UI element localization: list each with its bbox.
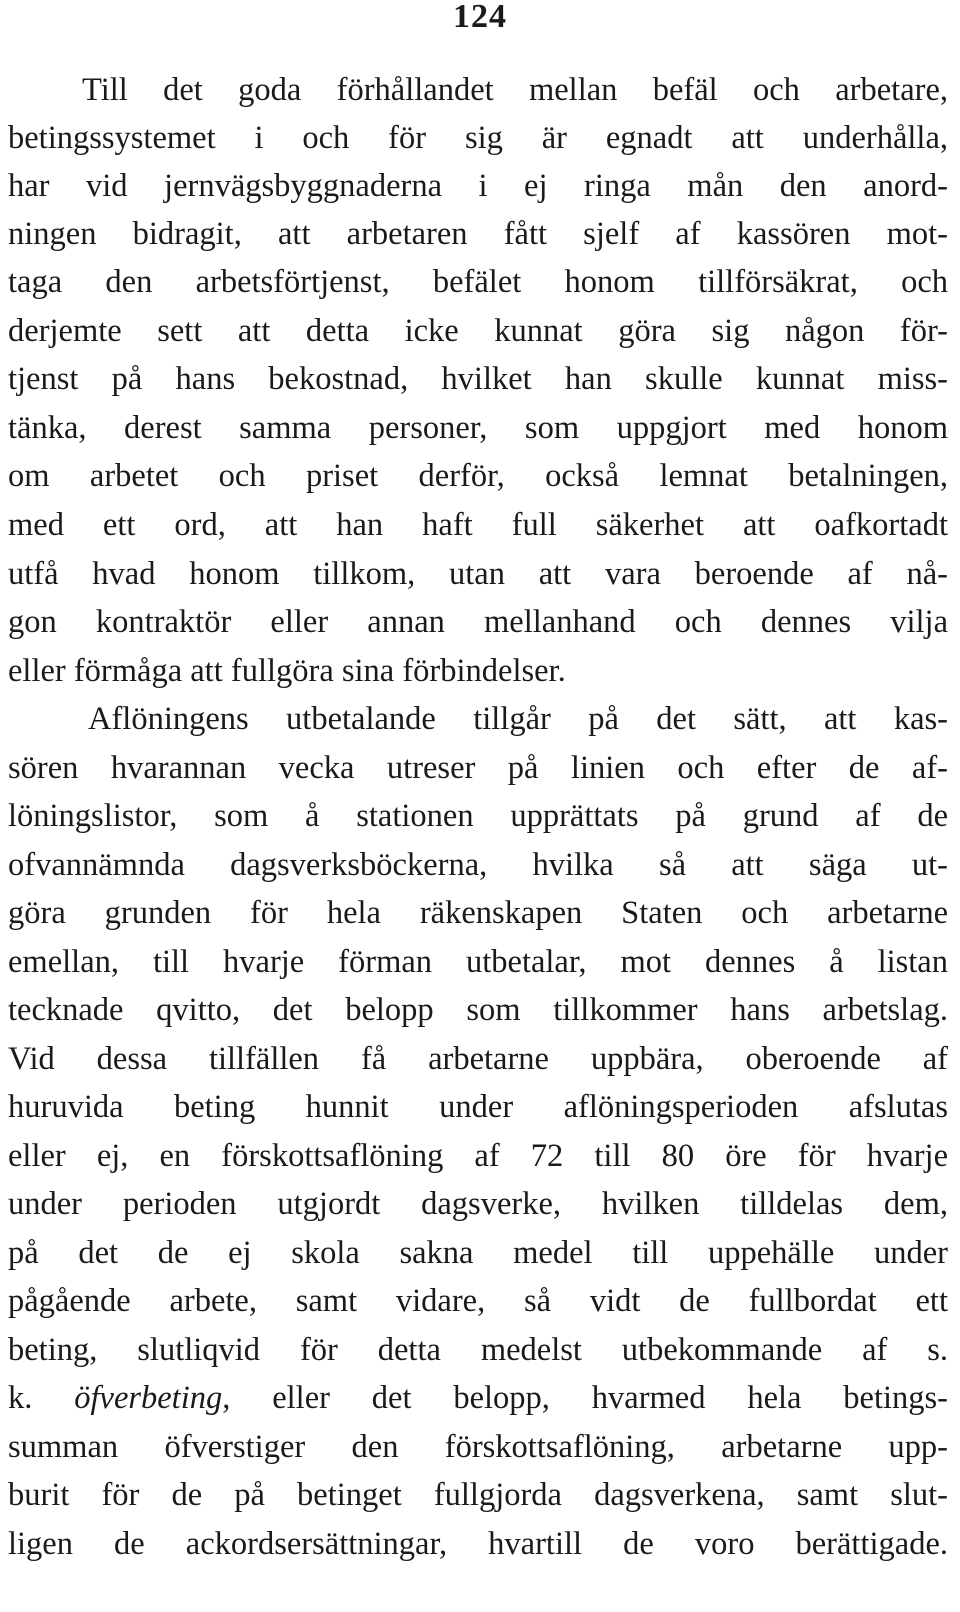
text-line: tecknade qvitto, det belopp som tillkommer hans arbetslag. xyxy=(8,992,948,1028)
text-line: utfå hvad honom tillkom, utan att vara beroende af nå- xyxy=(8,556,948,592)
text-line: ligen de ackordsersättningar, hvartill de voro berättigade. xyxy=(8,1526,948,1562)
text-line: Till det goda förhållandet mellan befäl och arbetare, xyxy=(82,72,948,108)
text-line: göra grunden för hela räkenskapen Staten och arbetarne xyxy=(8,895,948,931)
page-number: 124 xyxy=(453,0,507,35)
text-line: om arbetet och priset derför, också lemnat betalningen, xyxy=(8,458,948,494)
text-line: huruvida beting hunnit under aflöningsperioden afslutas xyxy=(8,1089,948,1125)
text-line: tjenst på hans bekostnad, hvilket han skulle kunnat miss- xyxy=(8,361,948,397)
italic-term: öfverbeting xyxy=(74,1380,223,1416)
text-line: ofvannämnda dagsverksböckerna, hvilka så att säga ut- xyxy=(8,847,948,883)
text-line: har vid jernvägsbyggnaderna i ej ringa mån den anord- xyxy=(8,168,948,204)
text-line-with-italic xyxy=(8,1374,948,1422)
text-line: beting, slutliqvid för detta medelst utbekommande af s. xyxy=(8,1332,948,1368)
text-fragment: k. xyxy=(8,1380,75,1416)
text-line: summan öfverstiger den förskottsaflöning, arbetarne upp- xyxy=(8,1429,948,1465)
text-line: betingssystemet i och för sig är egnadt att underhålla, xyxy=(8,120,948,156)
text-line: på det de ej skola sakna medel till uppehälle under xyxy=(8,1235,948,1271)
text-line: eller ej, en förskottsaflöning af 72 till 80 öre för hvarje xyxy=(8,1138,948,1174)
text-line: gon kontraktör eller annan mellanhand och dennes vilja xyxy=(8,604,948,640)
text-line: eller förmåga att fullgöra sina förbindelser. xyxy=(8,653,566,689)
text-line: löningslistor, som å stationen upprättats på grund af de xyxy=(8,798,948,834)
text-line: pågående arbete, samt vidare, så vidt de fullbordat ett xyxy=(8,1283,948,1319)
text-line: Aflöningens utbetalande tillgår på det sätt, att kas- xyxy=(88,701,948,737)
text-line: taga den arbetsförtjenst, befälet honom tillförsäkrat, och xyxy=(8,264,948,300)
text-line: tänka, derest samma personer, som uppgjort med honom xyxy=(8,410,948,446)
text-line: sören hvarannan vecka utreser på linien och efter de af- xyxy=(8,750,948,786)
text-fragment: , eller det belopp, hvarmed hela betings- xyxy=(222,1380,949,1416)
text-line: under perioden utgjordt dagsverke, hvilken tilldelas dem, xyxy=(8,1186,948,1222)
text-line: Vid dessa tillfällen få arbetarne uppbära, oberoende af xyxy=(8,1041,948,1077)
text-line: burit för de på betinget fullgjorda dagsverkena, samt slut- xyxy=(8,1477,948,1513)
text-line: emellan, till hvarje förman utbetalar, mot dennes å listan xyxy=(8,944,948,980)
text-line: med ett ord, att han haft full säkerhet att oafkortadt xyxy=(8,507,948,543)
text-line: derjemte sett att detta icke kunnat göra sig någon för- xyxy=(8,313,948,349)
text-line: ningen bidragit, att arbetaren fått sjelf af kassören mot- xyxy=(8,216,948,252)
